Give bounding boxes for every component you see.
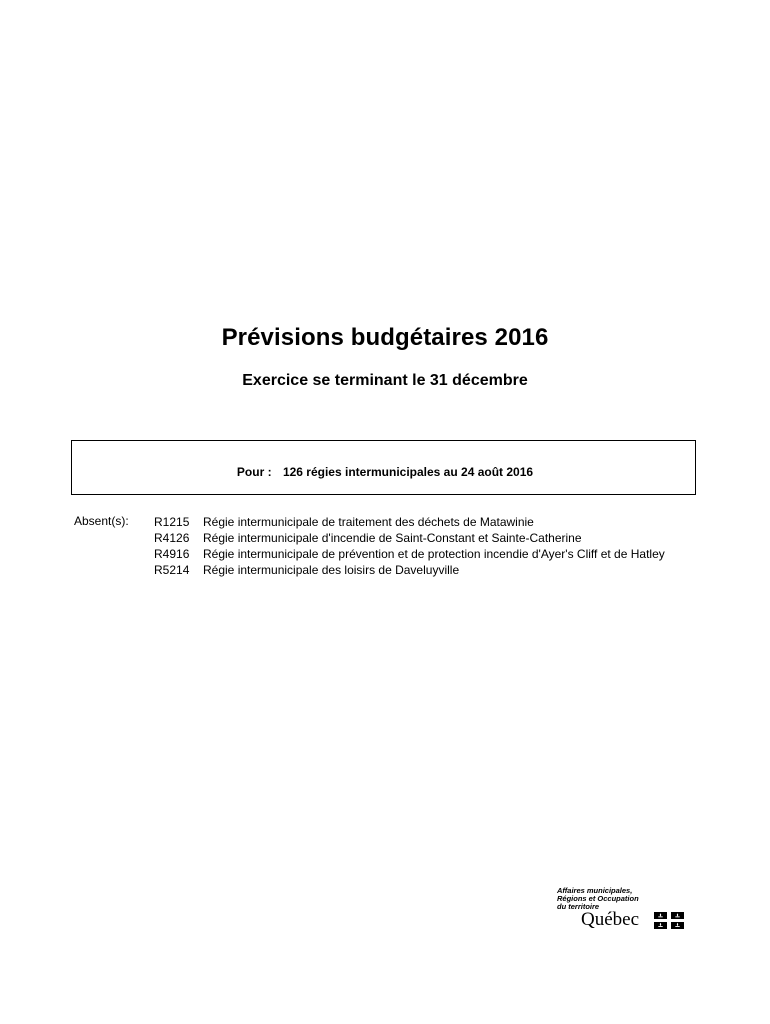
absent-label: Absent(s): xyxy=(74,514,129,528)
page-subtitle: Exercice se terminant le 31 décembre xyxy=(242,372,528,389)
absent-code: R1215 xyxy=(154,515,190,529)
logo-line-3: du territoire xyxy=(557,902,600,911)
list-item xyxy=(154,514,665,530)
absent-code: R4126 xyxy=(154,531,190,545)
list-item xyxy=(154,546,665,562)
pour-line xyxy=(0,465,770,479)
fleurdelise-flag-icon xyxy=(654,912,684,929)
absent-name: Régie intermunicipale d'incendie de Saint-Constant et Sainte-Catherine xyxy=(203,531,582,545)
absent-name: Régie intermunicipale des loisirs de Daveluyville xyxy=(203,563,460,577)
logo-line-2: Régions et Occupation xyxy=(557,894,639,903)
absent-name: Régie intermunicipale de traitement des déchets de Matawinie xyxy=(203,515,534,529)
absent-list xyxy=(154,514,665,578)
absent-code: R5214 xyxy=(154,563,190,577)
pour-label: Pour : xyxy=(236,465,272,479)
quebec-logo xyxy=(557,887,687,933)
list-item xyxy=(154,530,665,546)
list-item xyxy=(154,562,665,578)
pour-value: 126 régies intermunicipales au 24 août 2016 xyxy=(282,465,534,479)
page-title: Prévisions budgétaires 2016 xyxy=(221,324,549,351)
absent-code: R4916 xyxy=(154,547,190,561)
logo-line-1: Affaires municipales, xyxy=(557,886,633,895)
absent-name: Régie intermunicipale de prévention et de protection incendie d'Ayer's Cliff et de Hatley xyxy=(203,547,665,561)
logo-wordmark: Québec xyxy=(581,909,640,930)
